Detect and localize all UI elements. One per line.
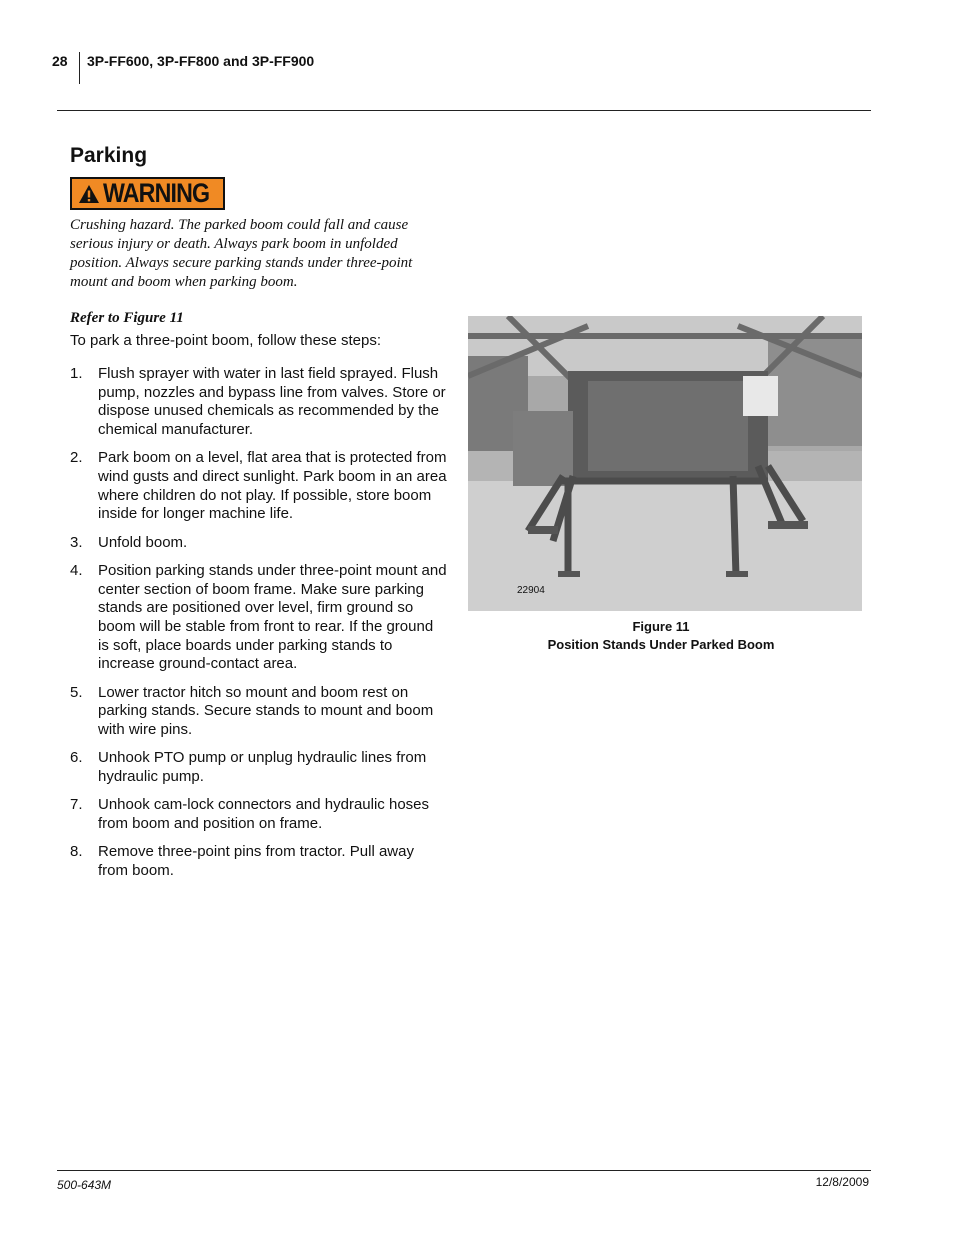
figure-title: Position Stands Under Parked Boom [547,637,775,652]
step-number: 4. [70,561,83,579]
intro-text: To park a three-point boom, follow these steps: [70,332,382,349]
warning-label [70,177,225,210]
step-text: Unfold boom. [98,533,188,551]
sprayer-photo-illustration [468,316,862,611]
list-item [70,796,448,833]
step-text: Position parking stands under three-point mount and center section of boom frame. Make sure parking stands are positioned over level, firm ground so boom will be stable from front to rear. If the ground is soft, place boards under parking stands to increase ground-contact area. [98,561,447,673]
step-text: Unhook PTO pump or unplug hydraulic lines from hydraulic pump. [98,749,427,785]
list-item [70,843,448,880]
step-number: 3. [70,533,83,551]
header-divider [79,52,80,84]
step-number: 2. [70,449,83,467]
step-text: Park boom on a level, flat area that is protected from wind gusts and direct sunlight. Park boom in an area where children do not play. If possible, store boom inside for longer machine life. [98,449,447,523]
step-text: Flush sprayer with water in last field sprayed. Flush pump, nozzles and bypass line from valves. Store or dispose unused chemicals as recommended by the chemical manufacturer. [98,365,446,439]
list-item [70,749,448,786]
figure-reference: Refer to Figure 11 [70,310,184,326]
list-item [70,684,448,740]
step-text: Unhook cam-lock connectors and hydraulic hoses from boom and position on frame. [98,796,430,832]
document-title: 3P-FF600, 3P-FF800 and 3P-FF900 [87,53,315,69]
document-number: 500-643M [57,1178,112,1192]
figure-caption [468,618,854,654]
figure-photo [468,316,862,611]
figure-number: Figure 11 [632,619,690,634]
step-text: Lower tractor hitch so mount and boom rest on parking stands. Secure stands to mount and boom with wire pins. [98,683,434,738]
list-item [70,562,448,674]
list-item [70,534,448,553]
figure-id: 22904 [517,585,545,596]
footer-rule [57,1170,871,1171]
list-item [70,365,448,440]
publish-date: 12/8/2009 [815,1175,869,1189]
step-number: 7. [70,796,83,814]
list-item [70,449,448,524]
step-number: 6. [70,749,83,767]
page-number: 28 [52,53,68,69]
step-number: 1. [70,365,83,382]
header-rule [57,110,871,111]
warning-word: WARNING [103,178,210,208]
warning-text: Crushing hazard. The parked boom could fall and cause serious injury or death. Always park boom in unfolded position. Always secure parking stands under three-point mount and boom when parking boom. [70,217,413,290]
steps-list [70,365,448,890]
section-title: Parking [70,144,148,167]
warning-triangle-icon [78,184,100,204]
step-number: 8. [70,842,83,860]
step-number: 5. [70,683,83,701]
step-text: Remove three-point pins from tractor. Pull away from boom. [98,842,414,879]
